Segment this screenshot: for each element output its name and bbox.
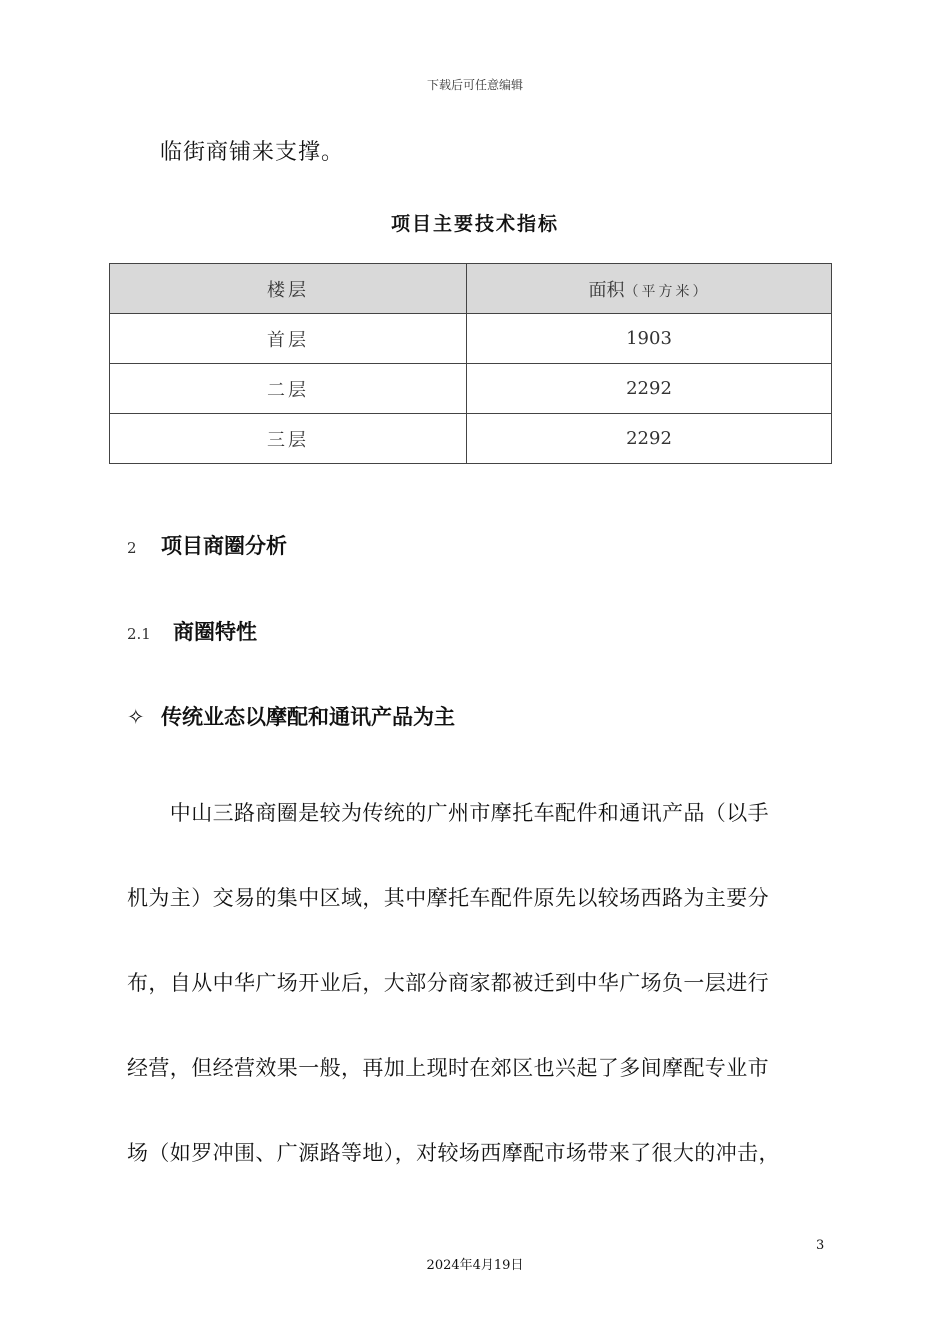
- paragraph-line: 经营，但经营效果一般，再加上现时在郊区也兴起了多间摩配专业市: [127, 1056, 769, 1080]
- lead-text: 临街商铺来支撑。: [160, 140, 345, 165]
- floor-cell: 首层: [110, 314, 467, 364]
- page-number: 3: [816, 1238, 825, 1253]
- bullet-text: 传统业态以摩配和通讯产品为主: [161, 705, 455, 729]
- header-area-unit: （平方米）: [624, 283, 710, 300]
- header-area: [467, 264, 832, 314]
- header-area-label: 面积: [588, 279, 625, 301]
- paragraph-line: 机为主）交易的集中区域，其中摩托车配件原先以较场西路为主要分: [127, 886, 769, 910]
- paragraph-line: 中山三路商圈是较为传统的广州市摩托车配件和通讯产品（以手: [127, 801, 769, 825]
- section-title: 项目商圈分析: [161, 534, 287, 558]
- area-cell: 1903: [467, 314, 832, 364]
- section-title: 商圈特性: [173, 620, 257, 644]
- section-number: 2: [127, 539, 137, 557]
- paragraph-line: 布，自从中华广场开业后，大部分商家都被迁到中华广场负一层进行: [127, 971, 769, 995]
- header-floor: 楼层: [110, 264, 467, 314]
- table-title: 项目主要技术指标: [390, 213, 559, 235]
- bullet-heading: [127, 701, 455, 731]
- footer-date: 2024年4月19日: [426, 1258, 524, 1273]
- technical-indicators-table: [109, 263, 832, 464]
- page-header: 下载后可任意编辑: [426, 78, 523, 92]
- body-paragraph: [127, 771, 847, 1196]
- four-pointed-star-icon: ✧: [127, 705, 145, 729]
- section-heading-2-1: [127, 616, 257, 646]
- table-header-row: [110, 264, 832, 314]
- table-row: [110, 414, 832, 464]
- section-number: 2.1: [127, 625, 151, 643]
- table-row: [110, 314, 832, 364]
- area-cell: 2292: [467, 364, 832, 414]
- paragraph-line: 场（如罗冲围、广源路等地），对较场西摩配市场带来了很大的冲击，: [127, 1141, 780, 1165]
- section-heading-2: [127, 530, 287, 560]
- floor-cell: 三层: [110, 414, 467, 464]
- table-row: [110, 364, 832, 414]
- area-cell: 2292: [467, 414, 832, 464]
- floor-cell: 二层: [110, 364, 467, 414]
